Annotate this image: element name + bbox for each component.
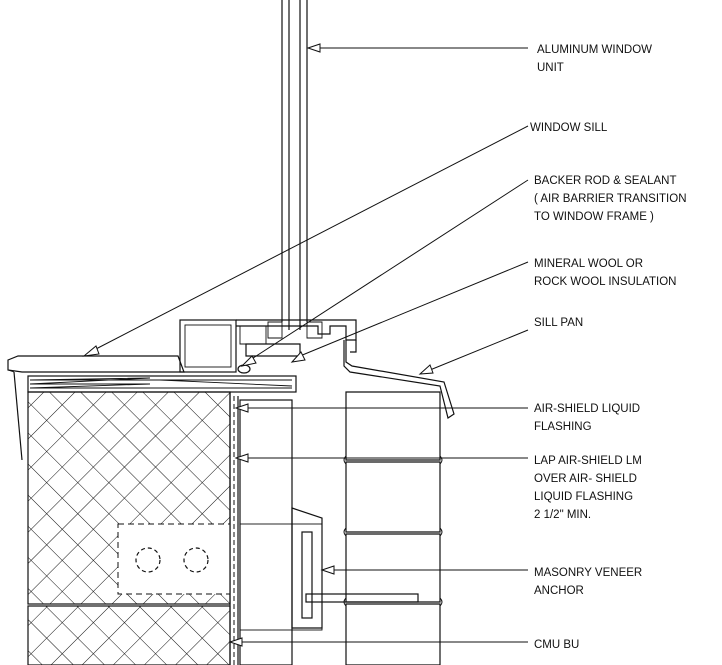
label-line: 2 1/2" MIN. xyxy=(534,509,592,521)
air-barrier-layers xyxy=(230,392,238,665)
aluminum-window-unit xyxy=(282,0,307,330)
label-line: AIR-SHIELD LIQUID xyxy=(534,403,641,415)
label-line: LIQUID FLASHING xyxy=(534,491,634,503)
label-aluminum-window-unit xyxy=(537,44,652,74)
label-line: ROCK WOOL INSULATION xyxy=(534,276,677,288)
masonry-veneer-anchor xyxy=(292,508,418,628)
label-line: ALUMINUM WINDOW xyxy=(537,44,652,56)
label-lap-air-shield xyxy=(534,455,642,521)
label-line: MINERAL WOOL OR xyxy=(534,258,644,270)
label-window-sill xyxy=(530,122,608,134)
frame-dashed-outline xyxy=(190,326,236,372)
label-air-shield-flashing xyxy=(534,403,640,433)
label-line: OVER AIR- SHIELD xyxy=(534,473,637,485)
label-line: FLASHING xyxy=(534,421,592,433)
label-line: MASONRY VENEER xyxy=(534,567,643,579)
label-cmu-bu xyxy=(534,639,579,651)
label-line: BACKER ROD & SEALANT xyxy=(534,175,677,187)
brick-veneer xyxy=(344,392,442,665)
label-line: SILL PAN xyxy=(534,317,584,329)
label-line: ( AIR BARRIER TRANSITION xyxy=(534,193,687,205)
sill-pan xyxy=(28,376,296,392)
label-mineral-wool xyxy=(534,258,677,288)
label-line: UNIT xyxy=(537,62,564,74)
label-backer-rod-sealant xyxy=(534,175,687,223)
cmu-block xyxy=(28,392,230,665)
label-sill-pan xyxy=(534,317,583,329)
label-line: WINDOW SILL xyxy=(530,122,608,134)
label-masonry-veneer-anchor xyxy=(534,567,642,597)
label-line: ANCHOR xyxy=(534,585,584,597)
label-line: TO WINDOW FRAME ) xyxy=(534,211,654,223)
label-line: LAP AIR-SHIELD LM xyxy=(534,455,642,467)
label-line: CMU BU xyxy=(534,639,580,651)
